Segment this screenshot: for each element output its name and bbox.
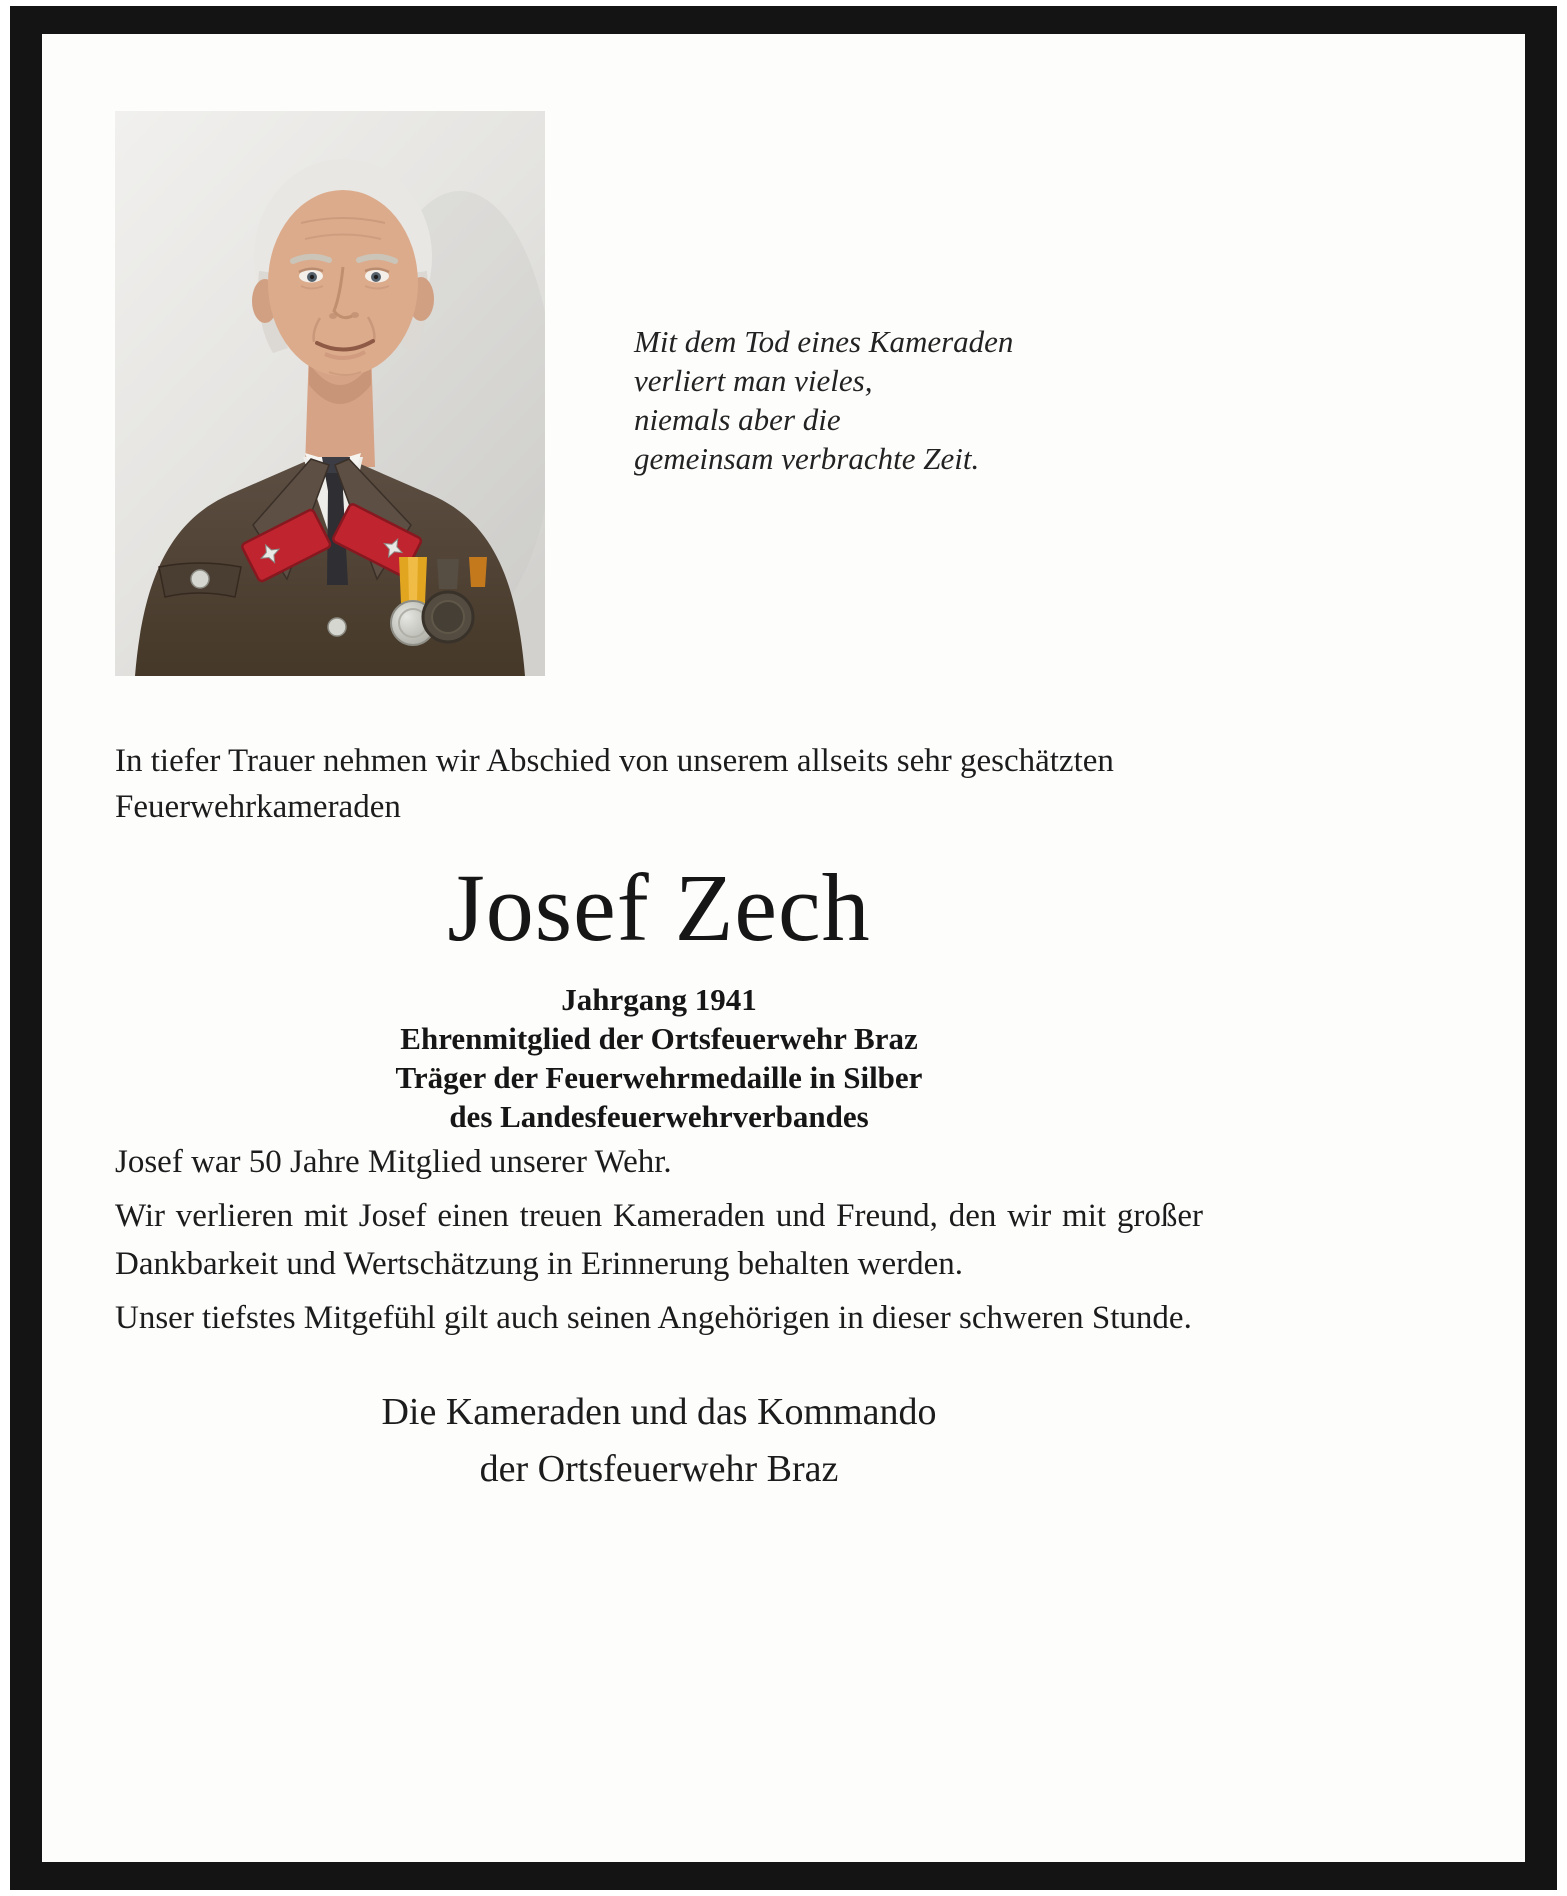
body-paragraph: Josef war 50 Jahre Mitglied unserer Wehr. xyxy=(115,1144,672,1180)
body-paragraph: Unser tiefstes Mitgefühl gilt auch seinen Angehörigen in dieser schweren Stunde. xyxy=(115,1300,1192,1336)
quote-line: niemals aber die xyxy=(634,402,841,437)
closing-line: der Ortsfeuerwehr Braz xyxy=(479,1448,839,1490)
intro-text: In tiefer Trauer nehmen wir Abschied von unserem allseits sehr geschätzten Feuerwehrkameraden xyxy=(115,743,1114,825)
notice-body xyxy=(42,34,1525,1862)
memorial-quote xyxy=(634,322,1013,478)
quote-line: gemeinsam verbrachte Zeit. xyxy=(634,441,980,476)
closing-signature xyxy=(115,1384,1203,1498)
quote-line: verliert man vieles, xyxy=(634,363,873,398)
closing-line: Die Kameraden und das Kommando xyxy=(381,1391,937,1433)
portrait-photo xyxy=(115,111,545,676)
black-frame xyxy=(10,6,1557,1890)
honor-line: Jahrgang 1941 xyxy=(561,982,757,1017)
body-text xyxy=(115,1138,1203,1348)
honor-line: des Landesfeuerwehrverbandes xyxy=(449,1099,869,1134)
honor-line: Träger der Feuerwehrmedaille in Silber xyxy=(395,1060,923,1095)
deceased-name: Josef Zech xyxy=(447,854,871,961)
body-paragraph: Wir verlieren mit Josef einen treuen Kameraden und Freund, den wir mit großer Dankbarkeit und Wertschätzung in Erinnerung behalten werden. xyxy=(115,1198,1203,1282)
honor-line: Ehrenmitglied der Ortsfeuerwehr Braz xyxy=(400,1021,918,1056)
quote-line: Mit dem Tod eines Kameraden xyxy=(634,324,1014,359)
honors-block xyxy=(115,980,1203,1136)
portrait-illustration xyxy=(115,111,545,676)
